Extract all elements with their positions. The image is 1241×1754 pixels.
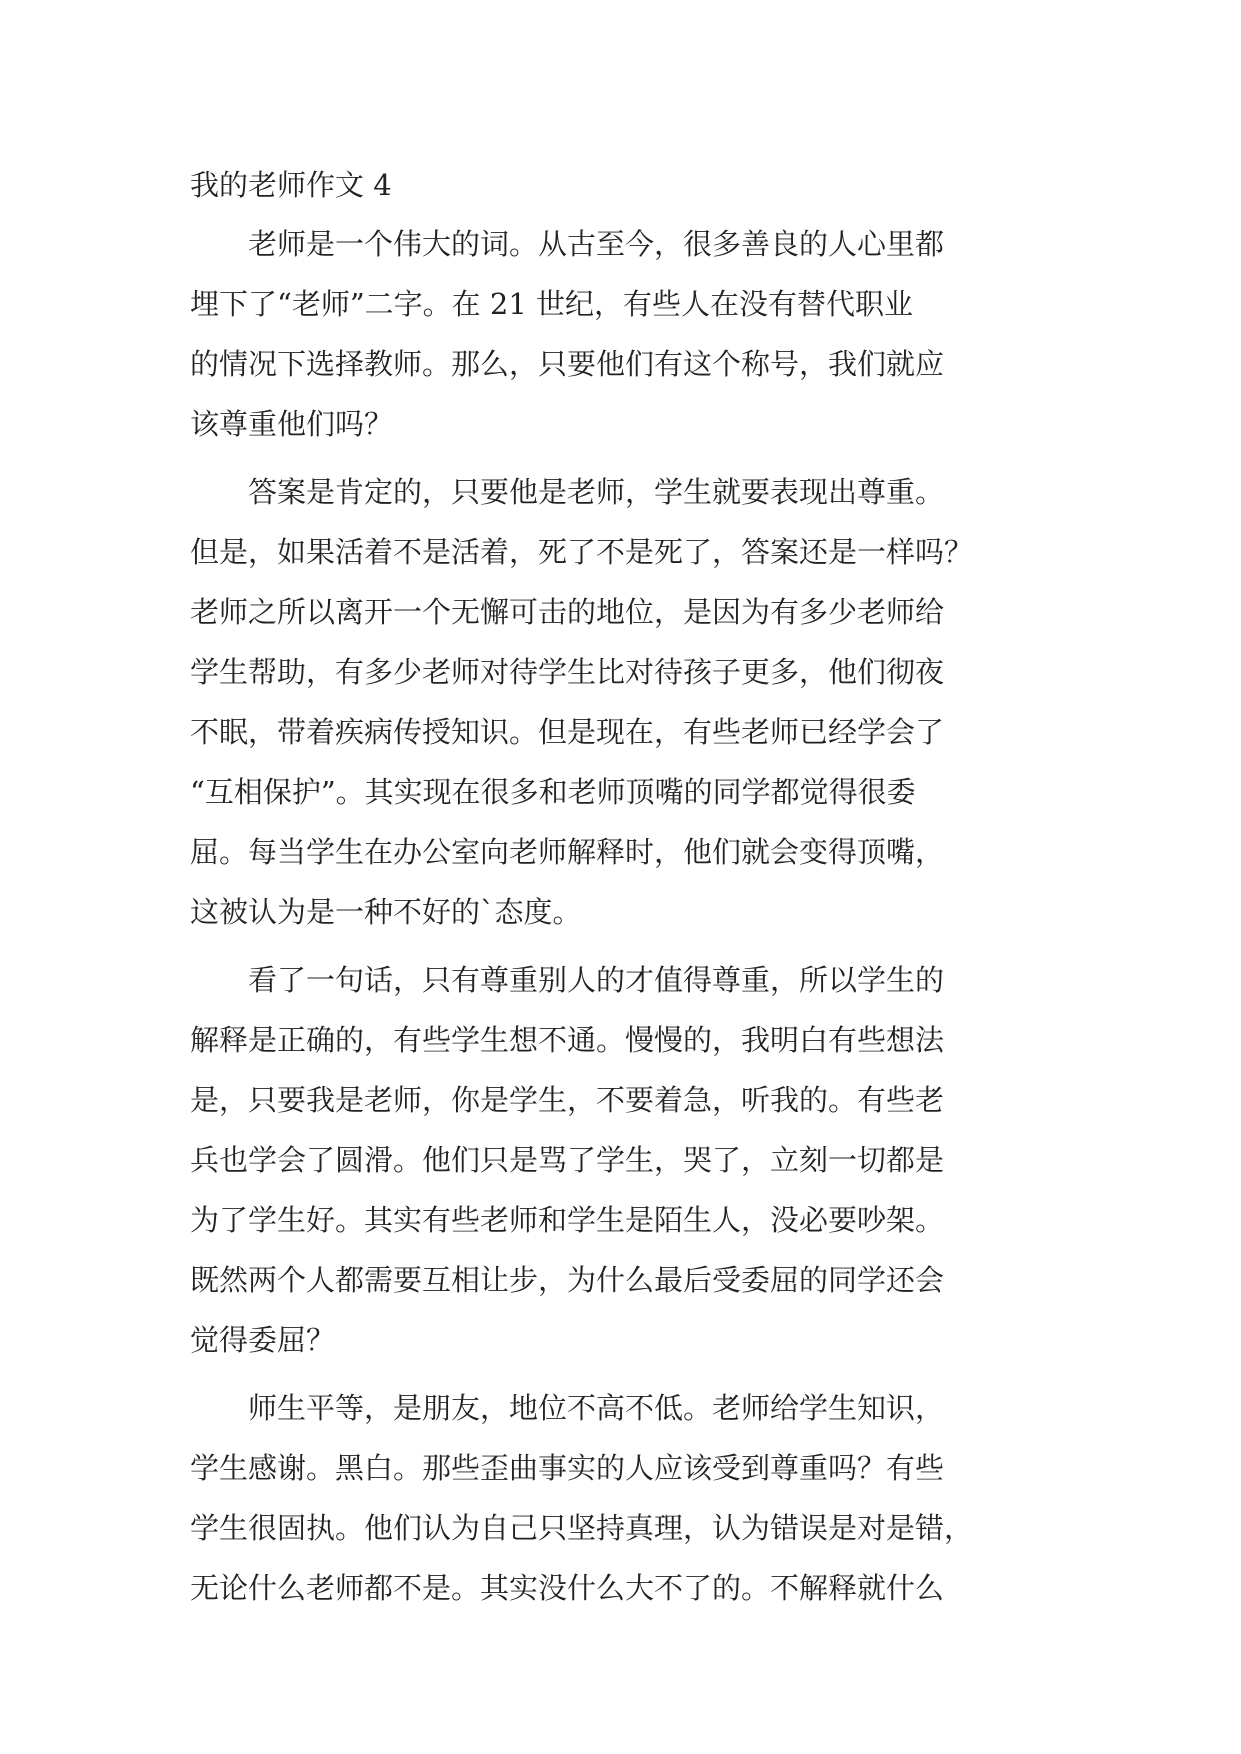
text-line: 觉得委屈？ [190,1323,336,1357]
text-line: 屈。每当学生在办公室向老师解释时，他们就会变得顶嘴， [190,835,945,869]
text-line: 学生帮助，有多少老师对待学生比对待孩子更多，他们彻夜 [190,655,945,689]
paragraph-4 [190,1378,1066,1618]
text-line: 但是，如果活着不是活着，死了不是死了，答案还是一样吗？ [190,535,974,569]
text-line: 老师之所以离开一个无懈可击的地位，是因为有多少老师给 [190,595,945,629]
text-line: 该尊重他们吗？ [190,407,394,441]
essay-title: 我的老师作文 4 [190,168,392,202]
text-line: 老师是一个伟大的词。从古至今，很多善良的人心里都 [190,227,945,261]
text-line: 解释是正确的，有些学生想不通。慢慢的，我明白有些想法 [190,1023,945,1057]
text-line: 这被认为是一种不好的`态度。 [190,895,582,929]
text-line: “互相保护”。其实现在很多和老师顶嘴的同学都觉得很委 [190,775,916,809]
text-line: 既然两个人都需要互相让步，为什么最后受委屈的同学还会 [190,1263,945,1297]
text-line: 的情况下选择教师。那么，只要他们有这个称号，我们就应 [190,347,945,381]
text-line: 答案是肯定的，只要他是老师，学生就要表现出尊重。 [190,475,945,509]
text-line: 兵也学会了圆滑。他们只是骂了学生，哭了，立刻一切都是 [190,1143,945,1177]
text-line: 学生感谢。黑白。那些歪曲事实的人应该受到尊重吗？有些 [190,1451,945,1485]
text-line: 是，只要我是老师，你是学生，不要着急，听我的。有些老 [190,1083,945,1117]
essay-body [190,162,1066,1618]
text-line: 为了学生好。其实有些老师和学生是陌生人，没必要吵架。 [190,1203,945,1237]
text-line: 学生很固执。他们认为自己只坚持真理，认为错误是对是错， [190,1511,974,1545]
paragraph-2 [190,462,1066,942]
paragraph-3 [190,950,1066,1370]
text-line: 师生平等，是朋友，地位不高不低。老师给学生知识， [190,1391,945,1425]
text-line: 看了一句话，只有尊重别人的才值得尊重，所以学生的 [190,963,945,997]
text-line: 埋下了“老师”二字。在 21 世纪，有些人在没有替代职业 [190,287,913,321]
text-line: 无论什么老师都不是。其实没什么大不了的。不解释就什么 [190,1571,945,1605]
text-line: 不眠，带着疾病传授知识。但是现在，有些老师已经学会了 [190,715,945,749]
paragraph-1 [190,214,1066,454]
